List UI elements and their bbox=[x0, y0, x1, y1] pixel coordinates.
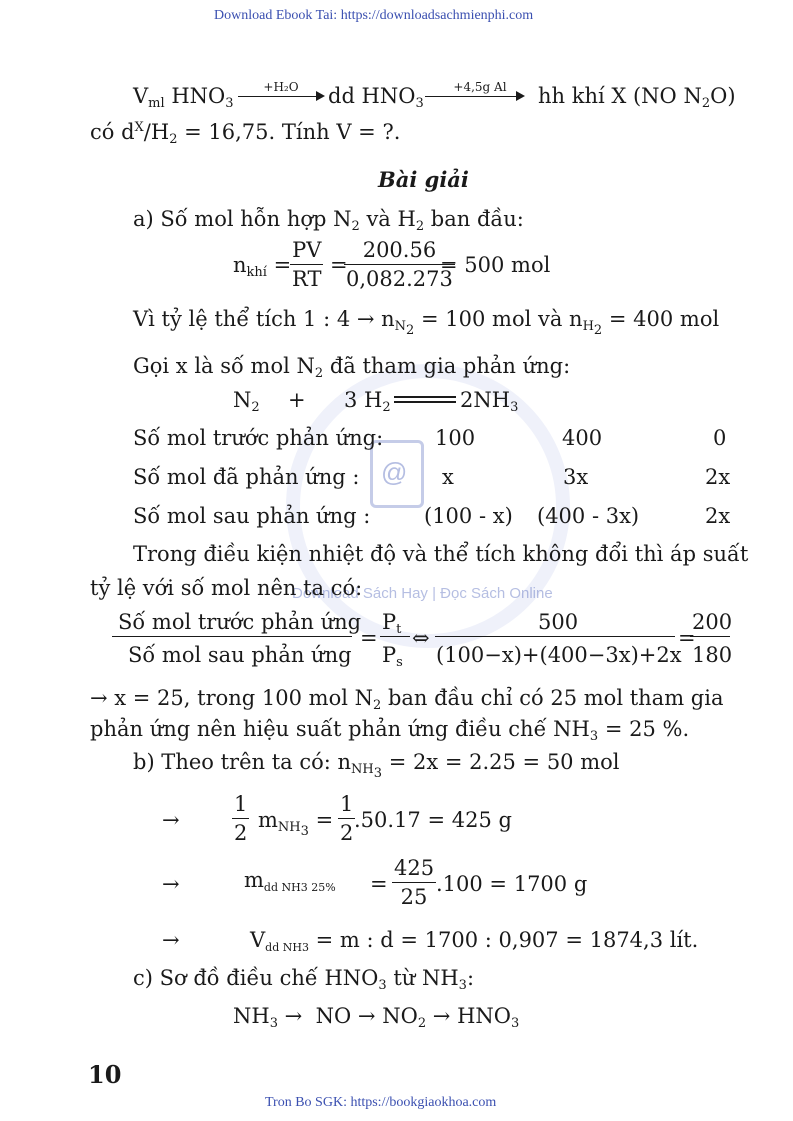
condition-line-1: Trong điều kiện nhiệt độ và thể tích không đổi thì áp suất bbox=[133, 542, 749, 566]
footer-link[interactable]: Tron Bo SGK: https://bookgiaokhoa.com bbox=[265, 1095, 497, 1110]
row-reacted-n2: x bbox=[442, 465, 454, 489]
ratio-line: Vì tỷ lệ thể tích 1 : $4 \to n_{N_2} = 100$ mol và $n_{H_2} = 400$ mol bbox=[133, 307, 720, 338]
line1-rest: .50.17 = 425 g bbox=[354, 808, 512, 832]
arrow-head-icon bbox=[316, 91, 325, 101]
watermark-book-icon: @ bbox=[370, 440, 424, 508]
right-num: 200 bbox=[692, 610, 733, 634]
row-before-label: Số mol trước phản ứng: bbox=[133, 426, 384, 450]
conclusion-line-2: phản ứng nên hiệu suất phản ứng điều chế $NH_3 = 25$ %. bbox=[90, 717, 690, 744]
v-dd-line: $V_{dd NH3} = m$ : d = 1700 : 0,907 = 1874,3 lít. bbox=[250, 928, 699, 954]
arrow-head-icon bbox=[516, 91, 525, 101]
conclusion-line-1: → x = 25, trong 100 mol $N_2$ ban đầu chỉ có 25 mol tham gia bbox=[90, 686, 724, 713]
big-den: (100−x)+(400−3x)+2x bbox=[436, 643, 682, 667]
m-dd-label: $m_{dd NH3 25\%}$ bbox=[244, 868, 336, 894]
row-before-nh3: 0 bbox=[713, 426, 727, 450]
eq-sign-2: = bbox=[678, 626, 696, 650]
arrow-label-h2o: +H₂O bbox=[263, 80, 299, 94]
frac-bar-big bbox=[435, 636, 675, 637]
pt-label: $P_t$ bbox=[382, 610, 402, 637]
frac-bar-left bbox=[112, 636, 352, 637]
reaction-arrow-2 bbox=[425, 96, 517, 97]
pv-over-rt: $\frac{PV}{RT}$ bbox=[292, 238, 322, 291]
frac-label-top: Số mol trước phản ứng bbox=[118, 610, 362, 634]
condition-line-2: tỷ lệ với số mol nên ta có: bbox=[90, 576, 363, 600]
reaction-n2: $N_2$ bbox=[233, 388, 260, 415]
eq-sign-1: = bbox=[360, 626, 378, 650]
n-khi-result: = 500 mol bbox=[440, 253, 551, 277]
equilibrium-arrow-top bbox=[394, 396, 456, 398]
let-x-line: Gọi x là số mol $N_2$ đã tham gia phản ứng: bbox=[133, 354, 571, 381]
dd-hno3: dd $HNO_3$ bbox=[328, 84, 424, 111]
m-nh3: $m_{NH_3}$ = bbox=[258, 808, 334, 839]
right-den: 180 bbox=[692, 643, 733, 667]
equals-sign: = bbox=[330, 253, 348, 277]
frac-bar-p bbox=[380, 636, 410, 637]
frac-label-bottom: Số mol sau phản ứng bbox=[128, 643, 352, 667]
scheme-line: $NH_3$ → NO → $NO_2 \to HNO_3$ bbox=[233, 1004, 520, 1031]
row-reacted-h2: 3x bbox=[563, 465, 589, 489]
problem-line-1: $V_{ml}$ $HNO_3$ bbox=[133, 84, 234, 111]
row-reacted-label: Số mol đã phản ứng : bbox=[133, 465, 360, 489]
numeric-fraction: $\frac{200.56}{0,082.273}$ bbox=[346, 238, 453, 291]
reaction-nh3: $2NH_3$ bbox=[460, 388, 519, 415]
part-a-intro: a) Số mol hỗn hợp $N_2$ và $H_2$ ban đầu: bbox=[133, 207, 524, 234]
row-after-h2: (400 - 3x) bbox=[537, 504, 640, 528]
row-after-label: Số mol sau phản ứng : bbox=[133, 504, 371, 528]
n-khi-label: $n_{khí}$ = bbox=[233, 253, 292, 280]
reaction-arrow bbox=[238, 96, 318, 97]
header-link[interactable]: Download Ebook Tai: https://downloadsachmienphi.com bbox=[214, 8, 534, 23]
reaction-plus: + bbox=[288, 388, 306, 412]
arrow-label-al: +4,5g Al bbox=[453, 80, 507, 94]
reaction-h2: 3 $H_2$ bbox=[344, 388, 391, 415]
ps-label: $P_s$ bbox=[382, 643, 403, 670]
density-line: có $d^X/H_2 = 16,75$. Tính V = ?. bbox=[90, 120, 401, 147]
row-after-nh3: 2x bbox=[705, 504, 731, 528]
equilibrium-arrow-bottom bbox=[394, 401, 456, 403]
line3-arrow: → bbox=[162, 928, 180, 952]
line2-rest: .100 = 1700 g bbox=[436, 872, 588, 896]
eq-sign-3: = bbox=[370, 872, 388, 896]
part-b-intro: b) Theo trên ta có: $n_{NH_3} = 2x = 2.25 = 50$ mol bbox=[133, 750, 620, 781]
half-fraction-2: $\frac{1}{2}$ bbox=[340, 792, 354, 845]
row-before-n2: 100 bbox=[435, 426, 476, 450]
line2-arrow: → bbox=[162, 872, 180, 896]
frac-bar-right bbox=[690, 636, 730, 637]
row-after-n2: (100 - x) bbox=[424, 504, 513, 528]
line1-arrow: → bbox=[162, 808, 180, 832]
part-c-intro: c) Sơ đồ điều chế $HNO_3$ từ $NH_3$: bbox=[133, 966, 475, 993]
page-number: 10 bbox=[88, 1060, 122, 1089]
watermark-text: Download Sách Hay | Đọc Sách Online bbox=[292, 585, 553, 602]
row-reacted-nh3: 2x bbox=[705, 465, 731, 489]
frac-425-25: $\frac{425}{25}$ bbox=[394, 856, 435, 909]
big-num: 500 bbox=[538, 610, 579, 634]
solution-heading: Bài giải bbox=[378, 167, 469, 192]
half-fraction: $\frac{1}{2}$ bbox=[234, 792, 248, 845]
product-x: hh khí X (NO $N_2O$) bbox=[538, 84, 736, 111]
iff-sign: ⇔ bbox=[412, 626, 430, 650]
row-before-h2: 400 bbox=[562, 426, 603, 450]
